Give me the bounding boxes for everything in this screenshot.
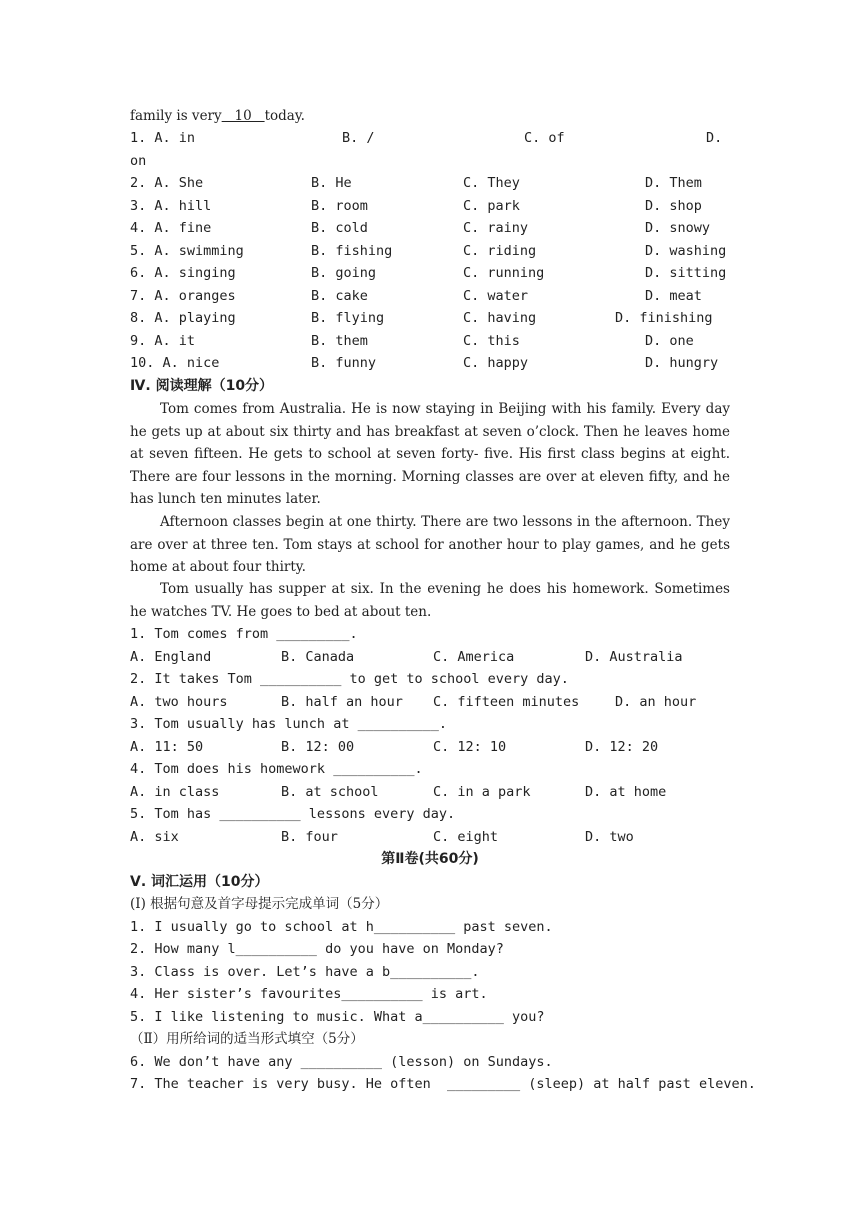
cloze-option-1d: D. [706,130,723,146]
reading-q2-option-b: B. half an hour [281,694,403,710]
cloze-option-2c: C. They [463,175,520,191]
vocab-sub-heading-2: （Ⅱ）用所给词的适当形式填空（5分） [130,1031,364,1047]
vocab-item-3: 3. Class is over. Let’s have a b__________. [130,964,480,980]
reading-q3-option-d: D. 12: 20 [585,739,659,755]
cloze-option-8b: B. flying [311,310,385,326]
cloze-option-5d: D. washing [645,243,727,259]
cloze-option-5a: 5. A. swimming [130,243,244,259]
cloze-option-1d-wrap: on [130,153,147,169]
cloze-option-8a: 8. A. playing [130,310,236,326]
cloze-option-7d: D. meat [645,288,702,304]
cloze-option-1c: C. of [524,130,565,146]
cloze-option-10c: C. happy [463,355,529,371]
cloze-option-8d: D. finishing [615,310,713,326]
cloze-option-2b: B. He [311,175,352,191]
vocab-item-5: 5. I like listening to music. What a__________ you? [130,1009,545,1025]
reading-q1-option-a: A. England [130,649,212,665]
cloze-option-3c: C. park [463,198,520,214]
cloze-option-4a: 4. A. fine [130,220,212,236]
reading-q1-option-b: B. Canada [281,649,355,665]
cloze-tail-line [130,105,305,127]
cloze-option-6a: 6. A. singing [130,265,236,281]
cloze-option-10d: D. hungry [645,355,719,371]
cloze-option-10b: B. funny [311,355,377,371]
reading-q5-option-b: B. four [281,829,338,845]
cloze-option-9c: C. this [463,333,520,349]
vocab-sub-heading-1: (Ⅰ) 根据句意及首字母提示完成单词（5分） [130,896,389,912]
reading-question-4: 4. Tom does his homework __________. [130,761,423,777]
cloze-tail-end: today. [264,108,305,124]
vocab-item-1: 1. I usually go to school at h__________ past seven. [130,919,553,935]
cloze-option-7a: 7. A. oranges [130,288,236,304]
reading-q3-option-a: A. 11: 50 [130,739,204,755]
cloze-option-4c: C. rainy [463,220,529,236]
vocab-item-2: 2. How many l__________ do you have on Monday? [130,941,504,957]
cloze-option-1b: B. / [342,130,375,146]
vocab-heading: Ⅴ. 词汇运用（10分） [130,874,269,890]
cloze-option-1a: 1. A. in [130,130,196,146]
reading-q1-option-c: C. America [433,649,515,665]
reading-paragraph-1: Tom comes from Australia. He is now staying in Beijing with his family. Every day he gets up at about six thirty and has breakfast at seven o’clock. Then he leaves home at seven fifteen. He gets to school at seven forty- five. His first class begins at eight. There are four lessons in the morning. Morning classes are over at eleven fifty, and he has lunch ten minutes later. [130,401,730,507]
reading-q4-option-b: B. at school [281,784,379,800]
cloze-option-5b: B. fishing [311,243,393,259]
cloze-blank-10: 10 [221,108,265,124]
reading-question-5: 5. Tom has __________ lessons every day. [130,806,456,822]
cloze-option-7b: B. cake [311,288,368,304]
cloze-option-6b: B. going [311,265,377,281]
reading-q2-option-c: C. fifteen minutes [433,694,580,710]
cloze-tail-text: family is very [130,108,222,124]
reading-q4-option-c: C. in a park [433,784,531,800]
cloze-option-3a: 3. A. hill [130,198,212,214]
reading-question-2: 2. It takes Tom __________ to get to school every day. [130,671,569,687]
cloze-option-4b: B. cold [311,220,368,236]
reading-q4-option-d: D. at home [585,784,667,800]
vocab-item-7: 7. The teacher is very busy. He often _________ (sleep) at half past eleven. [130,1076,756,1092]
vocab-item-6: 6. We don’t have any __________ (lesson) on Sundays. [130,1054,553,1070]
cloze-option-9b: B. them [311,333,368,349]
cloze-option-2d: D. Them [645,175,702,191]
vocab-item-4: 4. Her sister’s favourites__________ is art. [130,986,488,1002]
cloze-option-4d: D. snowy [645,220,711,236]
cloze-option-9a: 9. A. it [130,333,196,349]
cloze-option-9d: D. one [645,333,694,349]
reading-q2-option-a: A. two hours [130,694,228,710]
reading-q1-option-d: D. Australia [585,649,683,665]
reading-question-3: 3. Tom usually has lunch at __________. [130,716,447,732]
cloze-option-5c: C. riding [463,243,537,259]
cloze-option-6d: D. sitting [645,265,727,281]
reading-question-1: 1. Tom comes from _________. [130,626,358,642]
cloze-option-3b: B. room [311,198,368,214]
cloze-option-8c: C. having [463,310,537,326]
reading-q4-option-a: A. in class [130,784,220,800]
cloze-option-3d: D. shop [645,198,702,214]
part-2-title: 第Ⅱ卷(共60分) [381,851,479,867]
reading-q5-option-c: C. eight [433,829,499,845]
reading-heading: Ⅳ. 阅读理解（10分） [130,378,274,394]
cloze-option-6c: C. running [463,265,545,281]
cloze-option-10a: 10. A. nice [130,355,220,371]
cloze-option-2a: 2. A. She [130,175,204,191]
reading-paragraph-3: Tom usually has supper at six. In the evening he does his homework. Sometimes he watches TV. He goes to bed at about ten. [130,581,730,620]
reading-q5-option-d: D. two [585,829,634,845]
reading-q3-option-b: B. 12: 00 [281,739,355,755]
reading-q5-option-a: A. six [130,829,179,845]
reading-paragraph-2: Afternoon classes begin at one thirty. There are two lessons in the afternoon. They are over at three ten. Tom stays at school for another hour to play games, and he gets home at about four thirty. [130,514,730,575]
reading-q2-option-d: D. an hour [615,694,697,710]
reading-q3-option-c: C. 12: 10 [433,739,507,755]
cloze-option-7c: C. water [463,288,529,304]
